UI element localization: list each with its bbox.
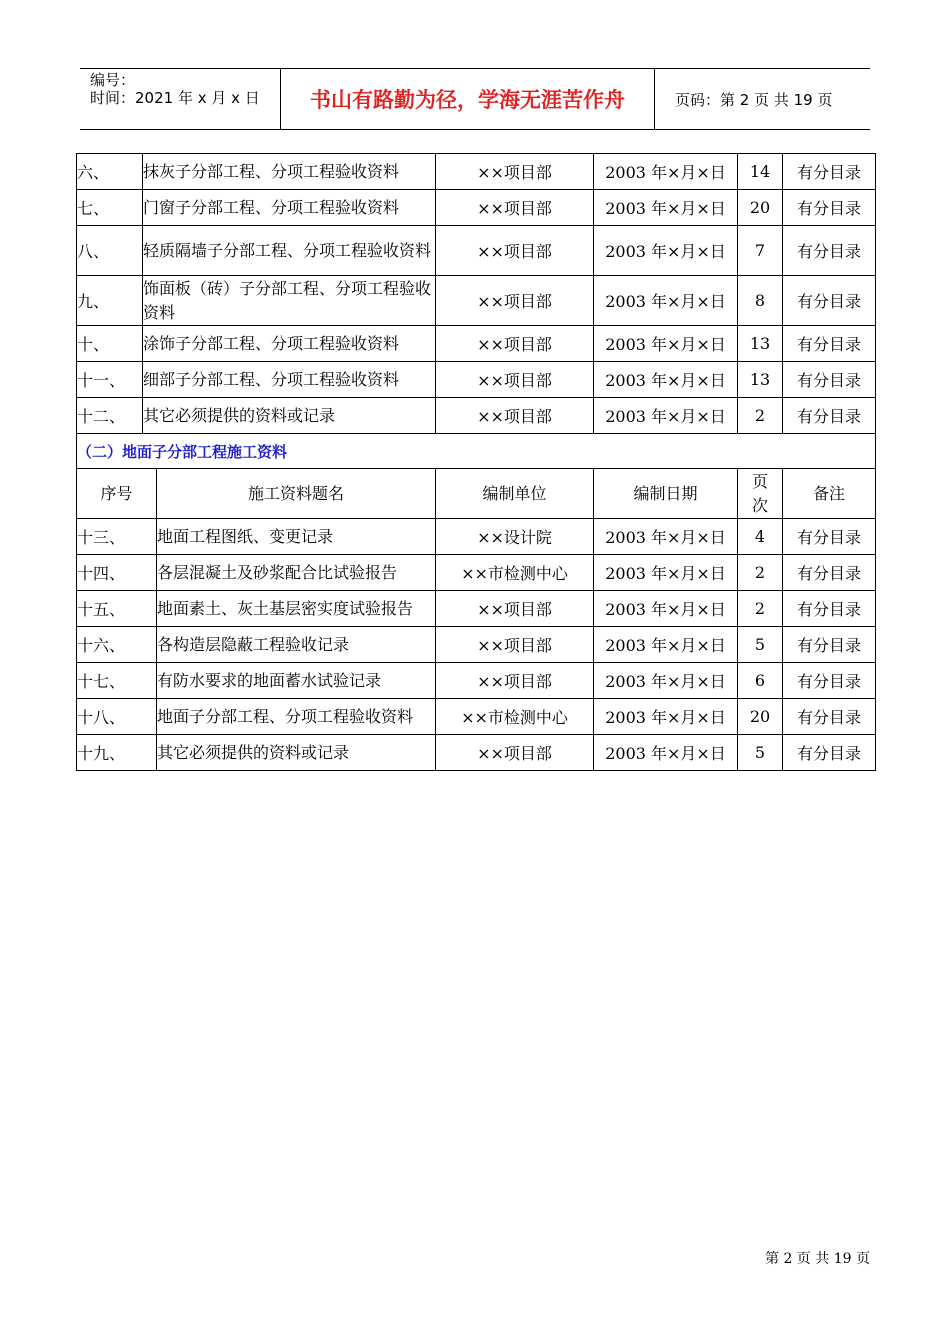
table-section-header (77, 434, 876, 519)
row-seq: 十六、 (77, 627, 157, 663)
row-unit: ××项目部 (436, 190, 594, 226)
page-header (80, 68, 870, 130)
table-row (77, 276, 876, 326)
row-unit: ××项目部 (436, 154, 594, 190)
row-date: 2003 年×月×日 (594, 398, 738, 434)
table-row (77, 362, 876, 398)
row-note: 有分目录 (783, 555, 876, 591)
row-title: 地面子分部工程、分项工程验收资料 (157, 699, 436, 735)
row-title: 涂饰子分部工程、分项工程验收资料 (143, 326, 436, 362)
table-row (77, 190, 876, 226)
row-date: 2003 年×月×日 (594, 154, 738, 190)
row-note: 有分目录 (783, 591, 876, 627)
row-title: 门窗子分部工程、分项工程验收资料 (143, 190, 436, 226)
header-meta (80, 69, 281, 129)
row-note: 有分目录 (783, 627, 876, 663)
table-row (77, 735, 876, 771)
row-pages: 7 (738, 226, 783, 276)
row-pages: 2 (738, 555, 783, 591)
table-row (77, 226, 876, 276)
row-pages: 6 (738, 663, 783, 699)
row-unit: ××项目部 (436, 627, 594, 663)
row-seq: 十九、 (77, 735, 157, 771)
row-title: 各层混凝土及砂浆配合比试验报告 (157, 555, 436, 591)
row-pages: 4 (738, 519, 783, 555)
col-header-unit: 编制单位 (436, 469, 594, 519)
row-unit: ××市检测中心 (436, 699, 594, 735)
row-pages: 5 (738, 735, 783, 771)
row-pages: 13 (738, 362, 783, 398)
row-note: 有分目录 (783, 398, 876, 434)
table-row (77, 154, 876, 190)
table-body-part2 (77, 519, 876, 771)
row-pages: 20 (738, 190, 783, 226)
row-date: 2003 年×月×日 (594, 555, 738, 591)
page-footer: 第 2 页 共 19 页 (765, 1251, 870, 1267)
row-seq: 十五、 (77, 591, 157, 627)
col-header-pages-line1: 页 (752, 471, 769, 491)
row-unit: ××项目部 (436, 276, 594, 326)
row-date: 2003 年×月×日 (594, 276, 738, 326)
row-note: 有分目录 (783, 226, 876, 276)
row-seq: 十三、 (77, 519, 157, 555)
row-pages: 2 (738, 591, 783, 627)
table-body-part1 (77, 154, 876, 434)
row-pages: 5 (738, 627, 783, 663)
row-seq: 九、 (77, 276, 143, 326)
row-unit: ××项目部 (436, 591, 594, 627)
document-date: 时间：2021 年 x 月 x 日 (90, 89, 260, 107)
section-title: （二）地面子分部工程施工资料 (77, 434, 876, 469)
row-title: 地面工程图纸、变更记录 (157, 519, 436, 555)
row-pages: 20 (738, 699, 783, 735)
row-note: 有分目录 (783, 362, 876, 398)
row-note: 有分目录 (783, 735, 876, 771)
column-header-row (77, 469, 876, 519)
row-title: 各构造层隐蔽工程验收记录 (157, 627, 436, 663)
row-title: 抹灰子分部工程、分项工程验收资料 (143, 154, 436, 190)
document-table (76, 153, 876, 771)
row-unit: ××项目部 (436, 398, 594, 434)
row-date: 2003 年×月×日 (594, 519, 738, 555)
row-note: 有分目录 (783, 276, 876, 326)
row-seq: 十、 (77, 326, 143, 362)
row-title: 其它必须提供的资料或记录 (143, 398, 436, 434)
col-header-date: 编制日期 (594, 469, 738, 519)
row-title: 轻质隔墙子分部工程、分项工程验收资料 (143, 226, 436, 276)
row-seq: 七、 (77, 190, 143, 226)
table-row (77, 326, 876, 362)
row-unit: ××项目部 (436, 663, 594, 699)
row-pages: 14 (738, 154, 783, 190)
row-seq: 十一、 (77, 362, 143, 398)
row-title: 饰面板（砖）子分部工程、分项工程验收资料 (143, 276, 436, 326)
document-number-label: 编号： (90, 71, 136, 89)
col-header-pages-line2: 次 (752, 495, 769, 515)
row-title: 地面素土、灰土基层密实度试验报告 (157, 591, 436, 627)
col-header-note: 备注 (783, 469, 876, 519)
row-date: 2003 年×月×日 (594, 591, 738, 627)
table-row (77, 519, 876, 555)
header-page-info (665, 69, 870, 129)
row-date: 2003 年×月×日 (594, 362, 738, 398)
col-header-pages (738, 469, 783, 519)
row-note: 有分目录 (783, 154, 876, 190)
table-row (77, 398, 876, 434)
row-date: 2003 年×月×日 (594, 190, 738, 226)
row-note: 有分目录 (783, 699, 876, 735)
row-title: 细部子分部工程、分项工程验收资料 (143, 362, 436, 398)
row-note: 有分目录 (783, 190, 876, 226)
row-unit: ××设计院 (436, 519, 594, 555)
row-seq: 六、 (77, 154, 143, 190)
row-pages: 13 (738, 326, 783, 362)
row-seq: 十四、 (77, 555, 157, 591)
row-pages: 2 (738, 398, 783, 434)
row-seq: 十七、 (77, 663, 157, 699)
row-unit: ××项目部 (436, 226, 594, 276)
table-row (77, 555, 876, 591)
table-row (77, 699, 876, 735)
row-seq: 八、 (77, 226, 143, 276)
row-title: 其它必须提供的资料或记录 (157, 735, 436, 771)
row-note: 有分目录 (783, 663, 876, 699)
row-note: 有分目录 (783, 326, 876, 362)
row-pages: 8 (738, 276, 783, 326)
row-seq: 十八、 (77, 699, 157, 735)
row-title: 有防水要求的地面蓄水试验记录 (157, 663, 436, 699)
row-unit: ××项目部 (436, 362, 594, 398)
header-motto: 书山有路勤为径，学海无涯苦作舟 (281, 69, 655, 129)
row-date: 2003 年×月×日 (594, 627, 738, 663)
table-row (77, 591, 876, 627)
row-unit: ××市检测中心 (436, 555, 594, 591)
row-date: 2003 年×月×日 (594, 326, 738, 362)
page-info-text: 页码：第 2 页 共 19 页 (675, 90, 833, 109)
row-note: 有分目录 (783, 519, 876, 555)
row-date: 2003 年×月×日 (594, 735, 738, 771)
col-header-title: 施工资料题名 (157, 469, 436, 519)
row-date: 2003 年×月×日 (594, 226, 738, 276)
table-row (77, 627, 876, 663)
table-row (77, 663, 876, 699)
row-date: 2003 年×月×日 (594, 663, 738, 699)
row-unit: ××项目部 (436, 326, 594, 362)
row-seq: 十二、 (77, 398, 143, 434)
row-unit: ××项目部 (436, 735, 594, 771)
row-date: 2003 年×月×日 (594, 699, 738, 735)
col-header-seq: 序号 (77, 469, 157, 519)
